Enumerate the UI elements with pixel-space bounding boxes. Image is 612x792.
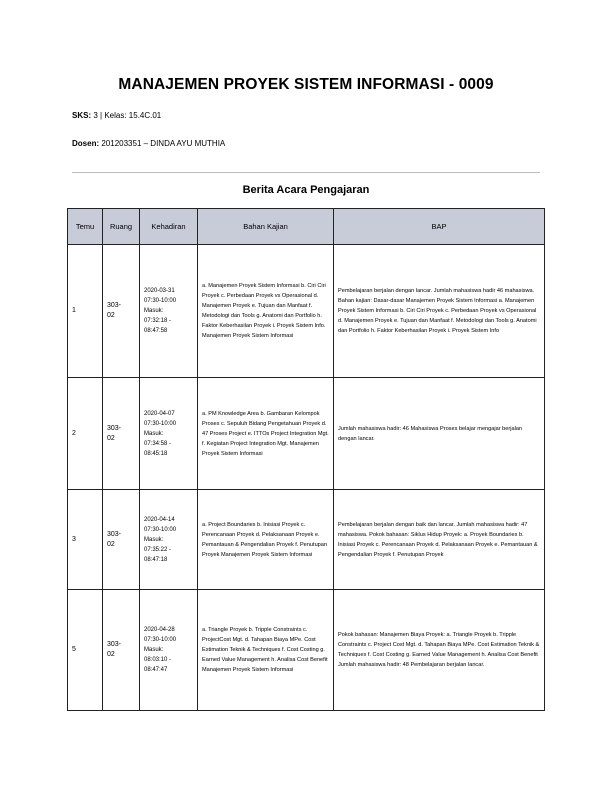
- kehadiran-cell: 2020-03-31 07:30-10:00 Masuk: 07:32:18 - 08:47:58: [140, 245, 198, 378]
- header-kehadiran: Kehadiran: [140, 209, 198, 245]
- table-row: [68, 490, 545, 590]
- divider: [72, 172, 540, 173]
- kehadiran-cell: 2020-04-28 07:30-10:00 Masuk: 08:03:10 - 08:47:47: [140, 590, 198, 711]
- bahan-kajian-cell: a. Project Boundaries b. Inisiasi Proyek c. Perencanaan Proyek d. Pelaksanaan Proyek e. Pemantauan & Pengendalian Proyek f. Penutupan Proyek Manajemen Proyek Sistem Informasi: [198, 490, 334, 590]
- course-title: MANAJEMEN PROYEK SISTEM INFORMASI - 0009: [118, 76, 494, 93]
- table-row: [68, 378, 545, 490]
- bap-cell: Jumlah mahasiswa hadir: 46 Mahasiswa Proses belajar mengajar berjalan dengan lancar.: [334, 378, 545, 490]
- bap-cell: Pembelajaran berjalan dengan baik dan lancar. Jumlah mahasiswa hadir: 47 mahasiswa. Pokok bahasan: Siklus Hidup Proyek: a. Proyek Boundaries b. Inisiasi Proyek c. Perencanaan Proyek d. Pelaksanaan Proyek e. Pemantauan & Pengendalian Proyek f. Penutupan Proyek: [334, 490, 545, 590]
- sks-kelas-value: 3 | Kelas: 15.4C.01: [93, 111, 162, 120]
- kehadiran-cell: 2020-04-14 07:30-10:00 Masuk: 07:35:22 - 08:47:18: [140, 490, 198, 590]
- bahan-kajian-cell: a. Manajemen Proyek Sistem Informasi b. Ciri Ciri Proyek c. Perbedaan Proyek vs Operasional d. Manajemen Proyek e. Tujuan dan Manfaat f. Metodologi dan Tools g. Anatomi dan Portfolio h. Faktor Keberhasilan Proyek i. Proyek Sistem Info. Manajemen Proyek Sistem Informasi: [198, 245, 334, 378]
- bap-cell: Pokok bahasan: Manajemen Biaya Proyek: a. Triangle Proyek b. Tripple Constraints c. Project Cost Mgt. d. Tahapan Biaya MPe. Cost Estimation Teknik & Techniques f. Cost Costing g. Earned Value Management h. Analisa Cost Benefit Jumlah mahasiswa hadir: 48 Pembelajaran berjalan lancar.: [334, 590, 545, 711]
- ruang-cell: 303- 02: [103, 245, 140, 378]
- sks-label: SKS:: [72, 111, 92, 120]
- header-bahan-kajian: Bahan Kajian: [198, 209, 334, 245]
- header-temu: Temu: [68, 209, 103, 245]
- bap-cell: Pembelajaran berjalan dengan lancar. Jumlah mahasiswa hadir 46 mahasiswa. Bahan kajian: Dasar-dasar Manajemen Proyek Sistem Informasi a. Manajemen Proyek Sistem Informasi b. Ciri Ciri Proyek c. Perbedaan Proyek vs Operasional d. Manajemen Proyek e. Tujuan dan Manfaat f. Metodologi dan Tools g. Anatomi dan Portfolio h. Faktor Keberhasilan Proyek i. Proyek Sistem Info: [334, 245, 545, 378]
- section-title: Berita Acara Pengajaran: [242, 184, 370, 196]
- table-row: [68, 590, 545, 711]
- table-row: [68, 245, 545, 378]
- sks-kelas-line: [72, 111, 161, 120]
- bap-table: [67, 208, 545, 711]
- temu-cell: 1: [68, 245, 103, 378]
- dosen-line: [72, 139, 225, 148]
- header-ruang: Ruang: [103, 209, 140, 245]
- table-header-row: [68, 209, 545, 245]
- bahan-kajian-cell: a. Triangle Proyek b. Tripple Constraints c. ProjectCost Mgt. d. Tahapan Biaya MPe. Cost Estimation Teknik & Techniques f. Cost Costing g. Earned Value Management h. Analisa Cost Benefit Manajemen Proyek Sistem Informasi: [198, 590, 334, 711]
- ruang-cell: 303- 02: [103, 490, 140, 590]
- kehadiran-cell: 2020-04-07 07:30-10:00 Masuk: 07:34:58 - 08:45:18: [140, 378, 198, 490]
- header-bap: BAP: [334, 209, 545, 245]
- ruang-cell: 303- 02: [103, 590, 140, 711]
- temu-cell: 3: [68, 490, 103, 590]
- dosen-label: Dosen:: [72, 139, 100, 148]
- temu-cell: 2: [68, 378, 103, 490]
- ruang-cell: 303- 02: [103, 378, 140, 490]
- bahan-kajian-cell: a. PM Knowledge Area b. Gambaran Kelompok Proses c. Sepuluh Bidang Pengetahuan Proyek d. 47 Proses Project e. ITTOs Project Integration Mgt. f. Kegiatan Project Integration Mgt. Manajemen Proyek Sistem Informasi: [198, 378, 334, 490]
- dosen-value: 201203351 – DINDA AYU MUTHIA: [101, 139, 226, 148]
- temu-cell: 5: [68, 590, 103, 711]
